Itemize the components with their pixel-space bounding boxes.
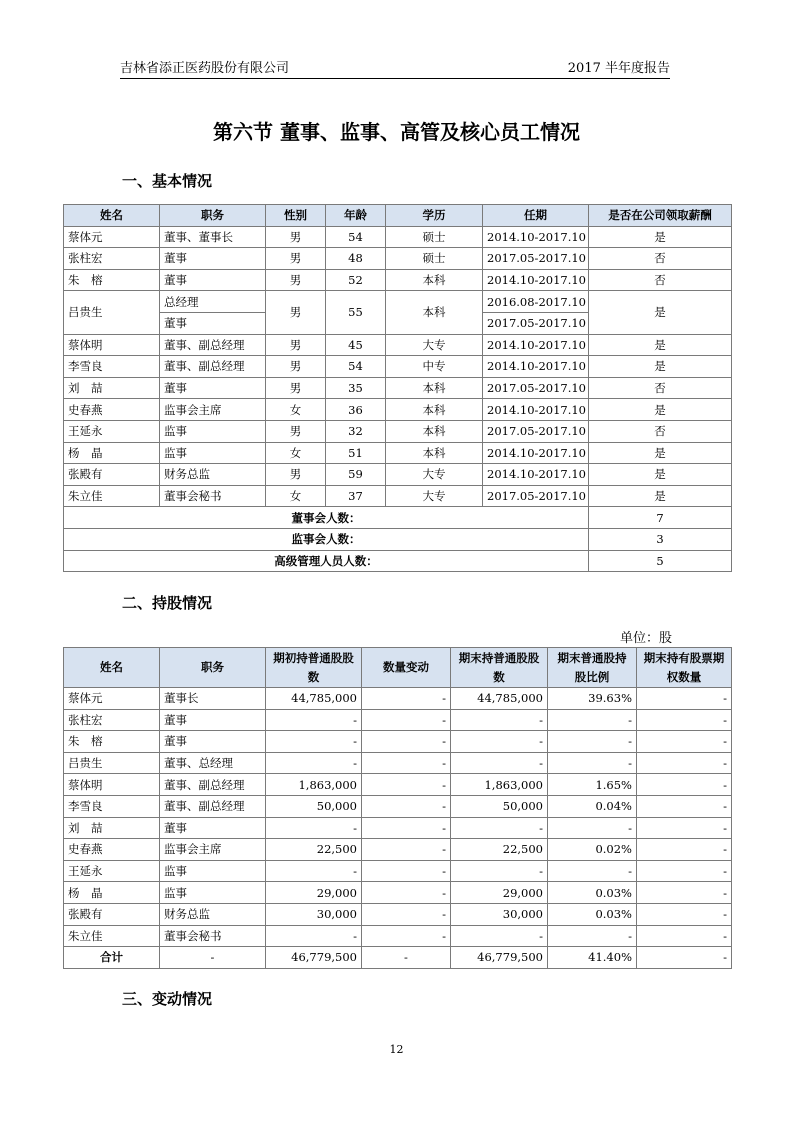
cell-change: - bbox=[362, 817, 451, 839]
cell-gender: 男 bbox=[266, 356, 326, 378]
cell-title: 董事会秘书 bbox=[160, 485, 266, 507]
col-header: 期末持有股票期权数量 bbox=[637, 648, 732, 688]
cell-start: - bbox=[266, 731, 362, 753]
cell-ratio: - bbox=[548, 752, 637, 774]
cell-name: 张殿有 bbox=[64, 464, 160, 486]
cell-title: 监事 bbox=[160, 882, 266, 904]
table-row bbox=[64, 839, 732, 861]
col-header: 期末普通股持股比例 bbox=[548, 648, 637, 688]
cell-term: 2016.08-2017.10 bbox=[483, 291, 589, 313]
cell-name: 蔡体元 bbox=[64, 688, 160, 710]
cell-ratio: 0.03% bbox=[548, 882, 637, 904]
cell-gender: 女 bbox=[266, 485, 326, 507]
cell-age: 54 bbox=[326, 356, 386, 378]
summary-value: 7 bbox=[589, 507, 732, 529]
cell-age: 45 bbox=[326, 334, 386, 356]
cell-name: 朱 榕 bbox=[64, 731, 160, 753]
cell-start: 50,000 bbox=[266, 795, 362, 817]
cell-term: 2017.05-2017.10 bbox=[483, 485, 589, 507]
table-row bbox=[64, 334, 732, 356]
summary-label: 董事会人数： bbox=[64, 507, 589, 529]
cell-age: 51 bbox=[326, 442, 386, 464]
cell-edu: 本科 bbox=[386, 442, 483, 464]
col-header: 期末持普通股股数 bbox=[451, 648, 548, 688]
holdings-table bbox=[63, 647, 732, 969]
cell-name: 蔡体元 bbox=[64, 226, 160, 248]
cell-ratio: - bbox=[548, 709, 637, 731]
cell-name: 吕贵生 bbox=[64, 752, 160, 774]
table-row bbox=[64, 817, 732, 839]
cell-options: - bbox=[637, 947, 732, 969]
cell-paid: 是 bbox=[589, 442, 732, 464]
cell-paid: 是 bbox=[589, 485, 732, 507]
cell-gender: 男 bbox=[266, 420, 326, 442]
cell-name: 杨 晶 bbox=[64, 442, 160, 464]
cell-options: - bbox=[637, 882, 732, 904]
cell-change: - bbox=[362, 882, 451, 904]
cell-start: 29,000 bbox=[266, 882, 362, 904]
cell-edu: 大专 bbox=[386, 464, 483, 486]
cell-name: 朱立佳 bbox=[64, 485, 160, 507]
cell-gender: 女 bbox=[266, 399, 326, 421]
cell-edu: 本科 bbox=[386, 399, 483, 421]
cell-age: 35 bbox=[326, 377, 386, 399]
cell-age: 36 bbox=[326, 399, 386, 421]
cell-title: 董事会秘书 bbox=[160, 925, 266, 947]
cell-title: 董事 bbox=[160, 731, 266, 753]
cell-options: - bbox=[637, 839, 732, 861]
summary-row bbox=[64, 550, 732, 572]
cell-title: 董事 bbox=[160, 269, 266, 291]
cell-term: 2014.10-2017.10 bbox=[483, 399, 589, 421]
cell-gender: 女 bbox=[266, 442, 326, 464]
cell-title: 财务总监 bbox=[160, 903, 266, 925]
cell-start: - bbox=[266, 817, 362, 839]
cell-end: 50,000 bbox=[451, 795, 548, 817]
cell-term: 2017.05-2017.10 bbox=[483, 248, 589, 270]
cell-name: 张柱宏 bbox=[64, 709, 160, 731]
cell-term: 2017.05-2017.10 bbox=[483, 377, 589, 399]
col-header: 任期 bbox=[483, 205, 589, 227]
table-row bbox=[64, 226, 732, 248]
col-header: 性别 bbox=[266, 205, 326, 227]
summary-row bbox=[64, 507, 732, 529]
cell-edu: 硕士 bbox=[386, 226, 483, 248]
cell-ratio: 0.03% bbox=[548, 903, 637, 925]
cell-title: 董事、副总经理 bbox=[160, 334, 266, 356]
table-row bbox=[64, 464, 732, 486]
cell-name: 李雪良 bbox=[64, 356, 160, 378]
total-row bbox=[64, 947, 732, 969]
cell-end: 44,785,000 bbox=[451, 688, 548, 710]
basic-info-table bbox=[63, 204, 732, 572]
cell-gender: 男 bbox=[266, 464, 326, 486]
cell-start: - bbox=[266, 709, 362, 731]
table-header-row bbox=[64, 205, 732, 227]
cell-term: 2017.05-2017.10 bbox=[483, 312, 589, 334]
cell-ratio: 0.04% bbox=[548, 795, 637, 817]
cell-ratio: - bbox=[548, 860, 637, 882]
table-row bbox=[64, 688, 732, 710]
cell-term: 2014.10-2017.10 bbox=[483, 334, 589, 356]
cell-age: 55 bbox=[326, 291, 386, 334]
cell-change: - bbox=[362, 860, 451, 882]
page-title: 第六节 董事、监事、高管及核心员工情况 bbox=[213, 120, 580, 144]
cell-edu: 中专 bbox=[386, 356, 483, 378]
cell-title: 总经理 bbox=[160, 291, 266, 313]
cell-paid: 是 bbox=[589, 334, 732, 356]
cell-options: - bbox=[637, 709, 732, 731]
col-header: 是否在公司领取薪酬 bbox=[589, 205, 732, 227]
cell-title: 监事会主席 bbox=[160, 839, 266, 861]
cell-name: 杨 晶 bbox=[64, 882, 160, 904]
unit-label: 单位：股 bbox=[620, 631, 673, 646]
cell-title: 监事 bbox=[160, 860, 266, 882]
cell-gender: 男 bbox=[266, 269, 326, 291]
table-header-row bbox=[64, 648, 732, 688]
cell-change: - bbox=[362, 903, 451, 925]
cell-name: 朱 榕 bbox=[64, 269, 160, 291]
col-header: 姓名 bbox=[64, 205, 160, 227]
cell-title: 财务总监 bbox=[160, 464, 266, 486]
cell-edu: 本科 bbox=[386, 269, 483, 291]
cell-term: 2014.10-2017.10 bbox=[483, 464, 589, 486]
cell-term: 2014.10-2017.10 bbox=[483, 442, 589, 464]
cell-end: - bbox=[451, 925, 548, 947]
cell-total-label: 合计 bbox=[64, 947, 160, 969]
page-number: 12 bbox=[389, 1043, 404, 1056]
cell-title: 董事 bbox=[160, 377, 266, 399]
cell-end: 30,000 bbox=[451, 903, 548, 925]
table-row bbox=[64, 291, 732, 313]
cell-title: 董事长 bbox=[160, 688, 266, 710]
cell-ratio: 39.63% bbox=[548, 688, 637, 710]
cell-options: - bbox=[637, 752, 732, 774]
cell-term: 2014.10-2017.10 bbox=[483, 356, 589, 378]
cell-name: 李雪良 bbox=[64, 795, 160, 817]
table-row bbox=[64, 485, 732, 507]
cell-title: 监事 bbox=[160, 442, 266, 464]
cell-ratio: 1.65% bbox=[548, 774, 637, 796]
cell-title: 董事、副总经理 bbox=[160, 356, 266, 378]
col-header: 学历 bbox=[386, 205, 483, 227]
table-row bbox=[64, 925, 732, 947]
summary-row bbox=[64, 528, 732, 550]
cell-ratio: - bbox=[548, 925, 637, 947]
cell-end: - bbox=[451, 752, 548, 774]
summary-label: 监事会人数： bbox=[64, 528, 589, 550]
table-row bbox=[64, 269, 732, 291]
table-row bbox=[64, 731, 732, 753]
cell-change: - bbox=[362, 752, 451, 774]
report-name: 2017 半年度报告 bbox=[567, 61, 670, 76]
cell-start: 30,000 bbox=[266, 903, 362, 925]
cell-change: - bbox=[362, 774, 451, 796]
cell-title: 董事、副总经理 bbox=[160, 774, 266, 796]
table-row bbox=[64, 442, 732, 464]
cell-options: - bbox=[637, 795, 732, 817]
cell-gender: 男 bbox=[266, 291, 326, 334]
col-header: 职务 bbox=[160, 648, 266, 688]
cell-start: - bbox=[266, 860, 362, 882]
cell-gender: 男 bbox=[266, 377, 326, 399]
table-row bbox=[64, 903, 732, 925]
cell-name: 蔡体明 bbox=[64, 334, 160, 356]
cell-edu: 硕士 bbox=[386, 248, 483, 270]
table-row bbox=[64, 248, 732, 270]
cell-title: 监事 bbox=[160, 420, 266, 442]
table-row bbox=[64, 399, 732, 421]
company-name: 吉林省添正医药股份有限公司 bbox=[120, 61, 290, 76]
cell-edu: 大专 bbox=[386, 334, 483, 356]
table-row bbox=[64, 860, 732, 882]
col-header: 年龄 bbox=[326, 205, 386, 227]
cell-options: - bbox=[637, 903, 732, 925]
cell-start: 46,779,500 bbox=[266, 947, 362, 969]
cell-term: 2017.05-2017.10 bbox=[483, 420, 589, 442]
cell-age: 59 bbox=[326, 464, 386, 486]
cell-paid: 否 bbox=[589, 420, 732, 442]
cell-start: - bbox=[266, 752, 362, 774]
cell-name: 张殿有 bbox=[64, 903, 160, 925]
table-row bbox=[64, 356, 732, 378]
summary-value: 3 bbox=[589, 528, 732, 550]
cell-term: 2014.10-2017.10 bbox=[483, 226, 589, 248]
cell-gender: 男 bbox=[266, 334, 326, 356]
cell-end: - bbox=[451, 709, 548, 731]
cell-paid: 是 bbox=[589, 291, 732, 334]
cell-start: 44,785,000 bbox=[266, 688, 362, 710]
cell-name: 蔡体明 bbox=[64, 774, 160, 796]
cell-change: - bbox=[362, 839, 451, 861]
table-row bbox=[64, 420, 732, 442]
cell-name: 史春燕 bbox=[64, 839, 160, 861]
cell-title: 董事、总经理 bbox=[160, 752, 266, 774]
cell-change: - bbox=[362, 688, 451, 710]
cell-term: 2014.10-2017.10 bbox=[483, 269, 589, 291]
cell-gender: 男 bbox=[266, 226, 326, 248]
cell-options: - bbox=[637, 925, 732, 947]
cell-name: 史春燕 bbox=[64, 399, 160, 421]
col-header: 数量变动 bbox=[362, 648, 451, 688]
cell-options: - bbox=[637, 774, 732, 796]
cell-age: 48 bbox=[326, 248, 386, 270]
cell-age: 52 bbox=[326, 269, 386, 291]
cell-start: - bbox=[266, 925, 362, 947]
section-holdings-heading: 二、持股情况 bbox=[122, 594, 213, 612]
page-header bbox=[120, 58, 670, 79]
cell-gender: 男 bbox=[266, 248, 326, 270]
cell-age: 32 bbox=[326, 420, 386, 442]
section-changes-heading: 三、变动情况 bbox=[122, 990, 213, 1008]
table-row bbox=[64, 774, 732, 796]
cell-name: 王延永 bbox=[64, 860, 160, 882]
cell-title: 董事 bbox=[160, 709, 266, 731]
cell-start: 1,863,000 bbox=[266, 774, 362, 796]
cell-edu: 大专 bbox=[386, 485, 483, 507]
cell-options: - bbox=[637, 817, 732, 839]
cell-edu: 本科 bbox=[386, 377, 483, 399]
col-header: 职务 bbox=[160, 205, 266, 227]
table-row bbox=[64, 709, 732, 731]
cell-paid: 否 bbox=[589, 377, 732, 399]
cell-paid: 是 bbox=[589, 464, 732, 486]
cell-age: 37 bbox=[326, 485, 386, 507]
cell-edu: 本科 bbox=[386, 291, 483, 334]
cell-end: - bbox=[451, 860, 548, 882]
cell-title: 董事 bbox=[160, 312, 266, 334]
cell-name: 朱立佳 bbox=[64, 925, 160, 947]
cell-options: - bbox=[637, 731, 732, 753]
cell-start: 22,500 bbox=[266, 839, 362, 861]
table-row bbox=[64, 882, 732, 904]
cell-edu: 本科 bbox=[386, 420, 483, 442]
cell-paid: 是 bbox=[589, 399, 732, 421]
cell-change: - bbox=[362, 709, 451, 731]
cell-ratio: - bbox=[548, 731, 637, 753]
table-row bbox=[64, 752, 732, 774]
table-row bbox=[64, 377, 732, 399]
cell-ratio: 41.40% bbox=[548, 947, 637, 969]
cell-name: 刘 喆 bbox=[64, 377, 160, 399]
summary-value: 5 bbox=[589, 550, 732, 572]
cell-end: - bbox=[451, 731, 548, 753]
section-basic-heading: 一、基本情况 bbox=[122, 172, 213, 190]
cell-change: - bbox=[362, 947, 451, 969]
cell-name: 王延永 bbox=[64, 420, 160, 442]
cell-change: - bbox=[362, 925, 451, 947]
summary-label: 高级管理人员人数： bbox=[64, 550, 589, 572]
cell-title: 监事会主席 bbox=[160, 399, 266, 421]
cell-ratio: - bbox=[548, 817, 637, 839]
cell-ratio: 0.02% bbox=[548, 839, 637, 861]
cell-title: 董事、董事长 bbox=[160, 226, 266, 248]
cell-name: 刘 喆 bbox=[64, 817, 160, 839]
cell-paid: 否 bbox=[589, 269, 732, 291]
cell-end: 1,863,000 bbox=[451, 774, 548, 796]
cell-paid: 是 bbox=[589, 226, 732, 248]
cell-name: 张柱宏 bbox=[64, 248, 160, 270]
cell-name: 吕贵生 bbox=[64, 291, 160, 334]
cell-end: 46,779,500 bbox=[451, 947, 548, 969]
cell-change: - bbox=[362, 731, 451, 753]
col-header: 姓名 bbox=[64, 648, 160, 688]
cell-age: 54 bbox=[326, 226, 386, 248]
cell-title: 董事、副总经理 bbox=[160, 795, 266, 817]
cell-end: 22,500 bbox=[451, 839, 548, 861]
col-header: 期初持普通股股数 bbox=[266, 648, 362, 688]
table-row bbox=[64, 795, 732, 817]
cell-end: 29,000 bbox=[451, 882, 548, 904]
cell-change: - bbox=[362, 795, 451, 817]
cell-title: - bbox=[160, 947, 266, 969]
cell-title: 董事 bbox=[160, 817, 266, 839]
cell-paid: 否 bbox=[589, 248, 732, 270]
cell-end: - bbox=[451, 817, 548, 839]
cell-options: - bbox=[637, 860, 732, 882]
cell-title: 董事 bbox=[160, 248, 266, 270]
cell-paid: 是 bbox=[589, 356, 732, 378]
cell-options: - bbox=[637, 688, 732, 710]
